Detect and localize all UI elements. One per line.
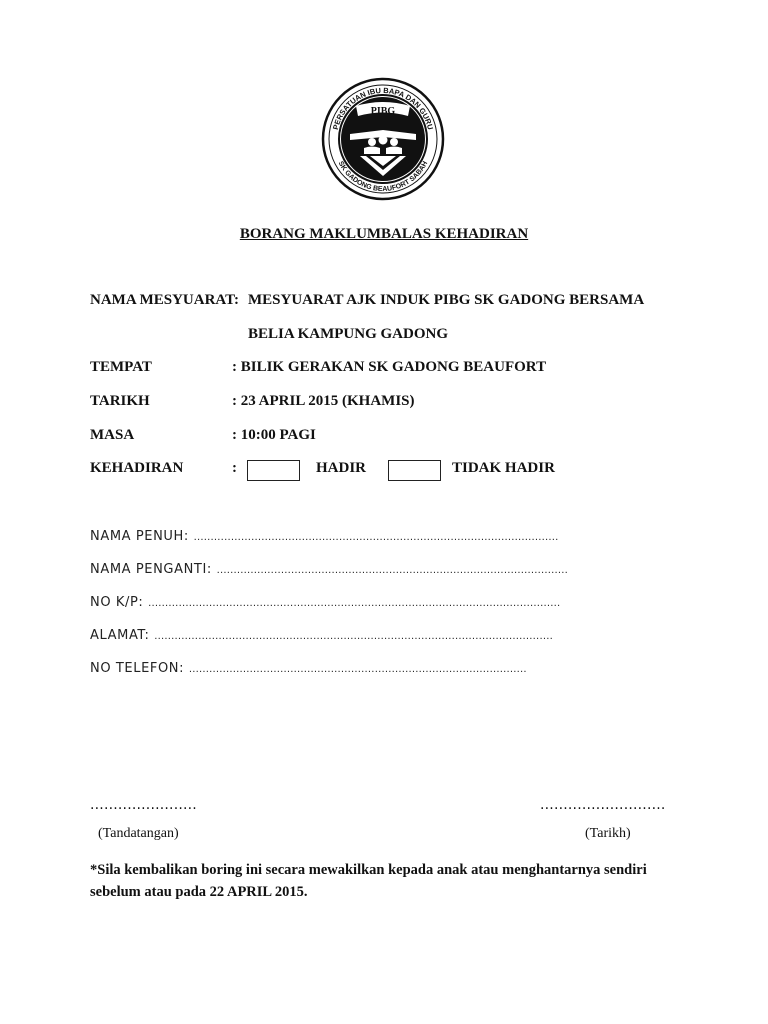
full-name-label: NAMA PENUH: bbox=[90, 529, 189, 544]
signature-line[interactable]: ....................... bbox=[90, 797, 197, 813]
signature-label: (Tandatangan) bbox=[98, 826, 179, 841]
signature-date-line[interactable]: ........................... bbox=[540, 797, 666, 813]
form-title: BORANG MAKLUMBALAS KEHADIRAN bbox=[239, 226, 529, 242]
full-name-dots: ............................................................................................................ bbox=[193, 532, 559, 543]
address-label: ALAMAT: bbox=[90, 628, 150, 643]
ic-number-label: NO K/P: bbox=[90, 595, 144, 610]
logo-ring-text-top: PERSATUAN IBU BAPA DAN GURU bbox=[331, 85, 435, 131]
logo-abbreviation: PIBG bbox=[370, 106, 396, 117]
not-attend-checkbox[interactable] bbox=[388, 460, 441, 481]
ic-number-dots: .......................................................................................................................... bbox=[148, 598, 561, 609]
logo-ring-text-bottom: SK GADONG BEAUFORT SABAH bbox=[336, 160, 430, 194]
signature-date-label: (Tarikh) bbox=[585, 826, 631, 841]
substitute-name-dots: ........................................................................................................ bbox=[216, 565, 569, 576]
meeting-value-line2: BELIA KAMPUNG GADONG bbox=[248, 326, 449, 342]
phone-dots: .................................................................................................... bbox=[188, 664, 527, 675]
attend-option-label: HADIR bbox=[316, 460, 367, 476]
attendance-colon: : bbox=[232, 460, 237, 476]
date-value: : 23 APRIL 2015 (KHAMIS) bbox=[232, 393, 415, 409]
phone-label: NO TELEFON: bbox=[90, 661, 185, 676]
not-attend-option-label: TIDAK HADIR bbox=[452, 460, 555, 476]
ic-number-field[interactable] bbox=[90, 595, 650, 610]
venue-label: TEMPAT bbox=[90, 359, 152, 375]
time-value: : 10:00 PAGI bbox=[232, 427, 316, 443]
substitute-name-label: NAMA PENGANTI: bbox=[90, 562, 212, 577]
full-name-field[interactable] bbox=[90, 529, 650, 544]
address-field[interactable] bbox=[90, 628, 650, 643]
meeting-value-line1: MESYUARAT AJK INDUK PIBG SK GADONG BERSAMA bbox=[248, 292, 645, 308]
attend-checkbox[interactable] bbox=[247, 460, 300, 481]
pibg-crest-logo bbox=[320, 76, 446, 202]
attendance-label: KEHADIRAN bbox=[90, 460, 184, 476]
phone-field[interactable] bbox=[90, 661, 650, 676]
venue-value: : BILIK GERAKAN SK GADONG BEAUFORT bbox=[232, 359, 547, 375]
date-label: TARIKH bbox=[90, 393, 150, 409]
return-instructions-note: *Sila kembalikan boring ini secara mewakilkan kepada anak atau menghantarnya sendiri sebelum atau pada 22 APRIL 2015. bbox=[90, 862, 647, 900]
meeting-label: NAMA MESYUARAT: bbox=[90, 292, 240, 308]
address-dots: ...................................................................................................................... bbox=[154, 631, 553, 642]
substitute-name-field[interactable] bbox=[90, 562, 650, 577]
time-label: MASA bbox=[90, 427, 135, 443]
